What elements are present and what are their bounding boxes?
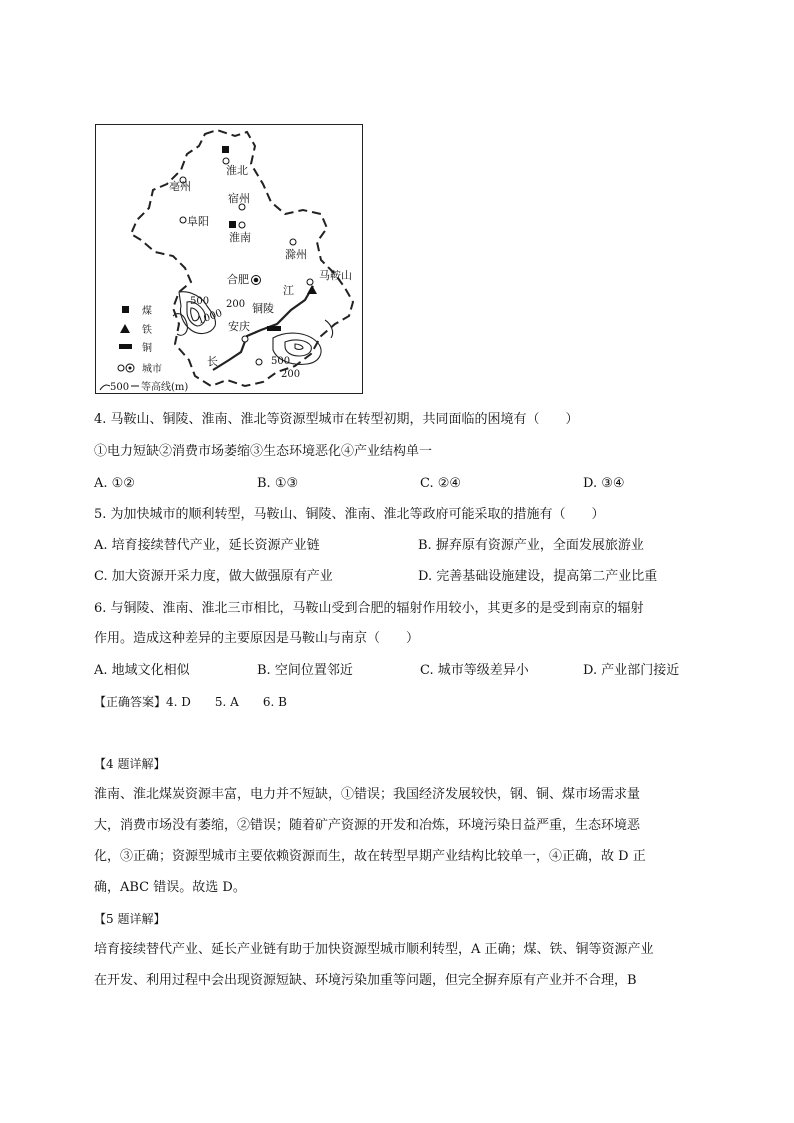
city-circle-icon xyxy=(242,336,248,342)
detail4-heading: 【4 题详解】 xyxy=(94,757,166,771)
coal-square-icon xyxy=(229,221,236,228)
q6-stem-line2: 作用。造成这种差异的主要原因是马鞍山与南京（ ） xyxy=(94,631,420,646)
q5-option-d[interactable]: D. 完善基础设施建设，提高第二产业比重 xyxy=(418,569,658,584)
q4-option-a[interactable]: A. ①② xyxy=(94,476,135,491)
legend-label: 铜 xyxy=(142,343,152,354)
city-label: 合肥 xyxy=(227,273,249,286)
correct-answer: 【正确答案】4. D 5. A 6. B xyxy=(94,695,287,709)
city-label: 铜陵 xyxy=(252,302,274,315)
q5-option-b[interactable]: B. 摒弃原有资源产业，全面发展旅游业 xyxy=(418,538,644,553)
legend-label: 城市 xyxy=(142,364,162,375)
detail4-line: 大，消费市场没有萎缩，②错误；随着矿产资源的开发和冶炼，环境污染日益严重，生态环境恶 xyxy=(94,818,641,833)
city-circle-icon xyxy=(129,367,132,370)
detail5-line: 培育接续替代产业、延长产业链有助于加快资源型城市顺利转型，A 正确；煤、铁、铜等资源产业 xyxy=(94,942,654,957)
detail5-line: 在开发、利用过程中会出现资源短缺、环境污染加重等问题，但完全摒弃原有产业并不合理，B xyxy=(94,973,637,988)
q6-option-d[interactable]: D. 产业部门接近 xyxy=(583,663,680,678)
coal-square-icon xyxy=(222,146,229,153)
city-circle-icon xyxy=(256,359,262,365)
q6-option-a[interactable]: A. 地域文化相似 xyxy=(94,663,190,678)
legend-label: 铁 xyxy=(142,325,152,336)
map-svg xyxy=(95,124,363,394)
detail4-line: 化，③正确；资源型城市主要依赖资源而生，故在转型早期产业结构比较单一，④正确，故 D 正 xyxy=(94,849,646,864)
contour-label: 500 xyxy=(190,296,210,307)
q4-stem: 4. 马鞍山、铜陵、淮南、淮北等资源型城市在转型初期，共同面临的困境有（ ） xyxy=(94,412,579,427)
city-circle-icon xyxy=(118,365,124,371)
legend-label: 500 xyxy=(110,382,130,393)
q5-stem: 5. 为加快城市的顺利转型，马鞍山、铜陵、淮南、淮北等政府可能采取的措施有（ ） xyxy=(94,507,605,522)
q5-option-c[interactable]: C. 加大资源开采力度，做大做强原有产业 xyxy=(94,569,333,584)
anhui-resource-map xyxy=(95,124,363,394)
city-circle-icon xyxy=(307,279,313,285)
contour-label: 200 xyxy=(281,369,301,380)
contour-label: 500 xyxy=(271,356,291,367)
city-circle-icon xyxy=(180,217,186,223)
legend-label: 煤 xyxy=(142,306,152,317)
q6-option-b[interactable]: B. 空间位置邻近 xyxy=(257,663,353,678)
detail4-line: 淮南、淮北煤炭资源丰富，电力并不短缺，①错误；我国经济发展较快，钢、铜、煤市场需求量 xyxy=(94,787,641,802)
city-circle-icon xyxy=(290,239,296,245)
river-label: 长 xyxy=(207,355,218,368)
city-label: 阜阳 xyxy=(187,215,209,228)
detail5-heading: 【5 题详解】 xyxy=(94,912,166,926)
q6-stem-line1: 6. 与铜陵、淮南、淮北三市相比，马鞍山受到合肥的辐射作用较小，其更多的是受到南京的辐射 xyxy=(94,601,644,616)
q4-option-d[interactable]: D. ③④ xyxy=(583,476,625,491)
city-label: 宿州 xyxy=(228,192,250,205)
city-label: 淮北 xyxy=(226,164,248,177)
city-label: 马鞍山 xyxy=(319,269,352,282)
copper-bar-icon xyxy=(267,326,281,331)
city-label: 安庆 xyxy=(228,320,250,333)
contour-label: 200 xyxy=(226,299,246,310)
city-circle-icon xyxy=(254,278,258,282)
contour-label: 1000 xyxy=(196,307,224,327)
city-label: 滁州 xyxy=(285,248,307,261)
q4-option-c[interactable]: C. ②④ xyxy=(420,476,462,491)
q4-statements: ①电力短缺②消费市场萎缩③生态环境恶化④产业结构单一 xyxy=(94,444,433,459)
q4-option-b[interactable]: B. ①③ xyxy=(257,476,299,491)
city-label: 亳州 xyxy=(169,180,191,193)
q5-option-a[interactable]: A. 培育接续替代产业，延长资源产业链 xyxy=(94,538,320,553)
detail4-line: 确，ABC 错误。故选 D。 xyxy=(94,880,246,895)
coal-square-icon xyxy=(122,306,129,313)
q6-option-c[interactable]: C. 城市等级差异小 xyxy=(420,663,529,678)
legend-label: 等高线(m) xyxy=(141,382,189,393)
copper-bar-icon xyxy=(119,344,132,349)
city-label: 淮南 xyxy=(229,231,251,244)
city-circle-icon xyxy=(239,222,245,228)
river-label: 江 xyxy=(283,284,294,297)
